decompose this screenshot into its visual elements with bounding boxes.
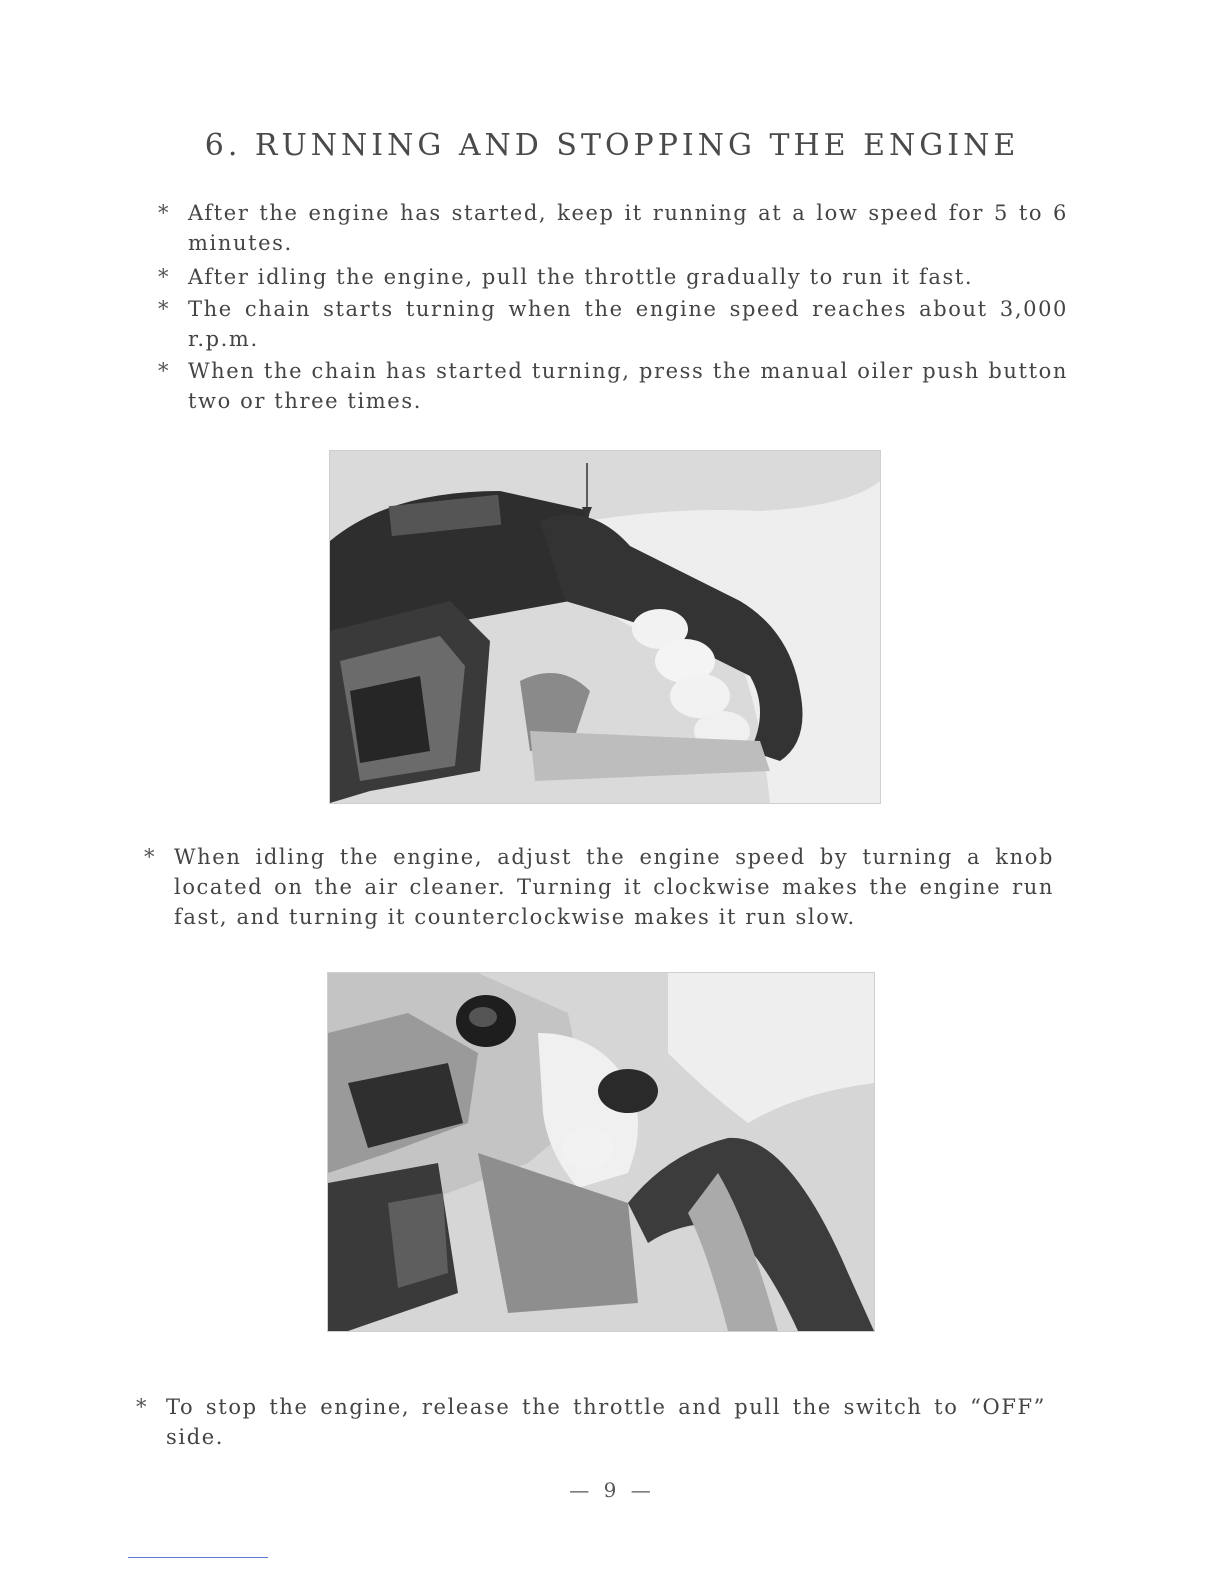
bullet-text: After the engine has started, keep it running at a low speed for 5 to 6 minutes. [188, 201, 1068, 255]
page-title: 6. RUNNING AND STOPPING THE ENGINE [204, 128, 1020, 163]
photo-air-cleaner-knob [327, 972, 875, 1332]
bullet-item-stop-engine [136, 1392, 1046, 1452]
bullet-text: After idling the engine, pull the throttle gradually to run it fast. [188, 265, 974, 289]
bullet-item-oiler [158, 356, 1068, 416]
bullet-item-warmup [158, 198, 1068, 258]
photo-oiler-illustration [330, 451, 880, 803]
asterisk-bullet-icon: * [158, 359, 171, 383]
bullet-text: To stop the engine, release the throttle and pull the switch to “OFF” side. [166, 1395, 1046, 1449]
asterisk-bullet-icon: * [158, 265, 171, 289]
asterisk-bullet-icon: * [158, 297, 171, 321]
asterisk-bullet-icon: * [158, 201, 171, 225]
bullet-text: The chain starts turning when the engine speed reaches about 3,000 r.p.m. [188, 297, 1068, 351]
bullet-item-chain-speed [158, 294, 1068, 354]
page-number: — 9 — [569, 1478, 655, 1502]
bullet-text: When idling the engine, adjust the engine speed by turning a knob located on the air cleaner. Turning it clockwise makes the engine run fast, and turning it counterclockwise makes it run slow. [174, 845, 1054, 929]
bullet-item-idle-knob [144, 842, 1054, 932]
footnote-divider [128, 1557, 268, 1558]
asterisk-bullet-icon: * [144, 845, 157, 869]
photo-oiler-push-button [329, 450, 881, 804]
asterisk-bullet-icon: * [136, 1395, 149, 1419]
bullet-text: When the chain has started turning, press the manual oiler push button two or three times. [188, 359, 1068, 413]
photo-knob-illustration [328, 973, 874, 1331]
bullet-item-throttle [158, 262, 1068, 292]
